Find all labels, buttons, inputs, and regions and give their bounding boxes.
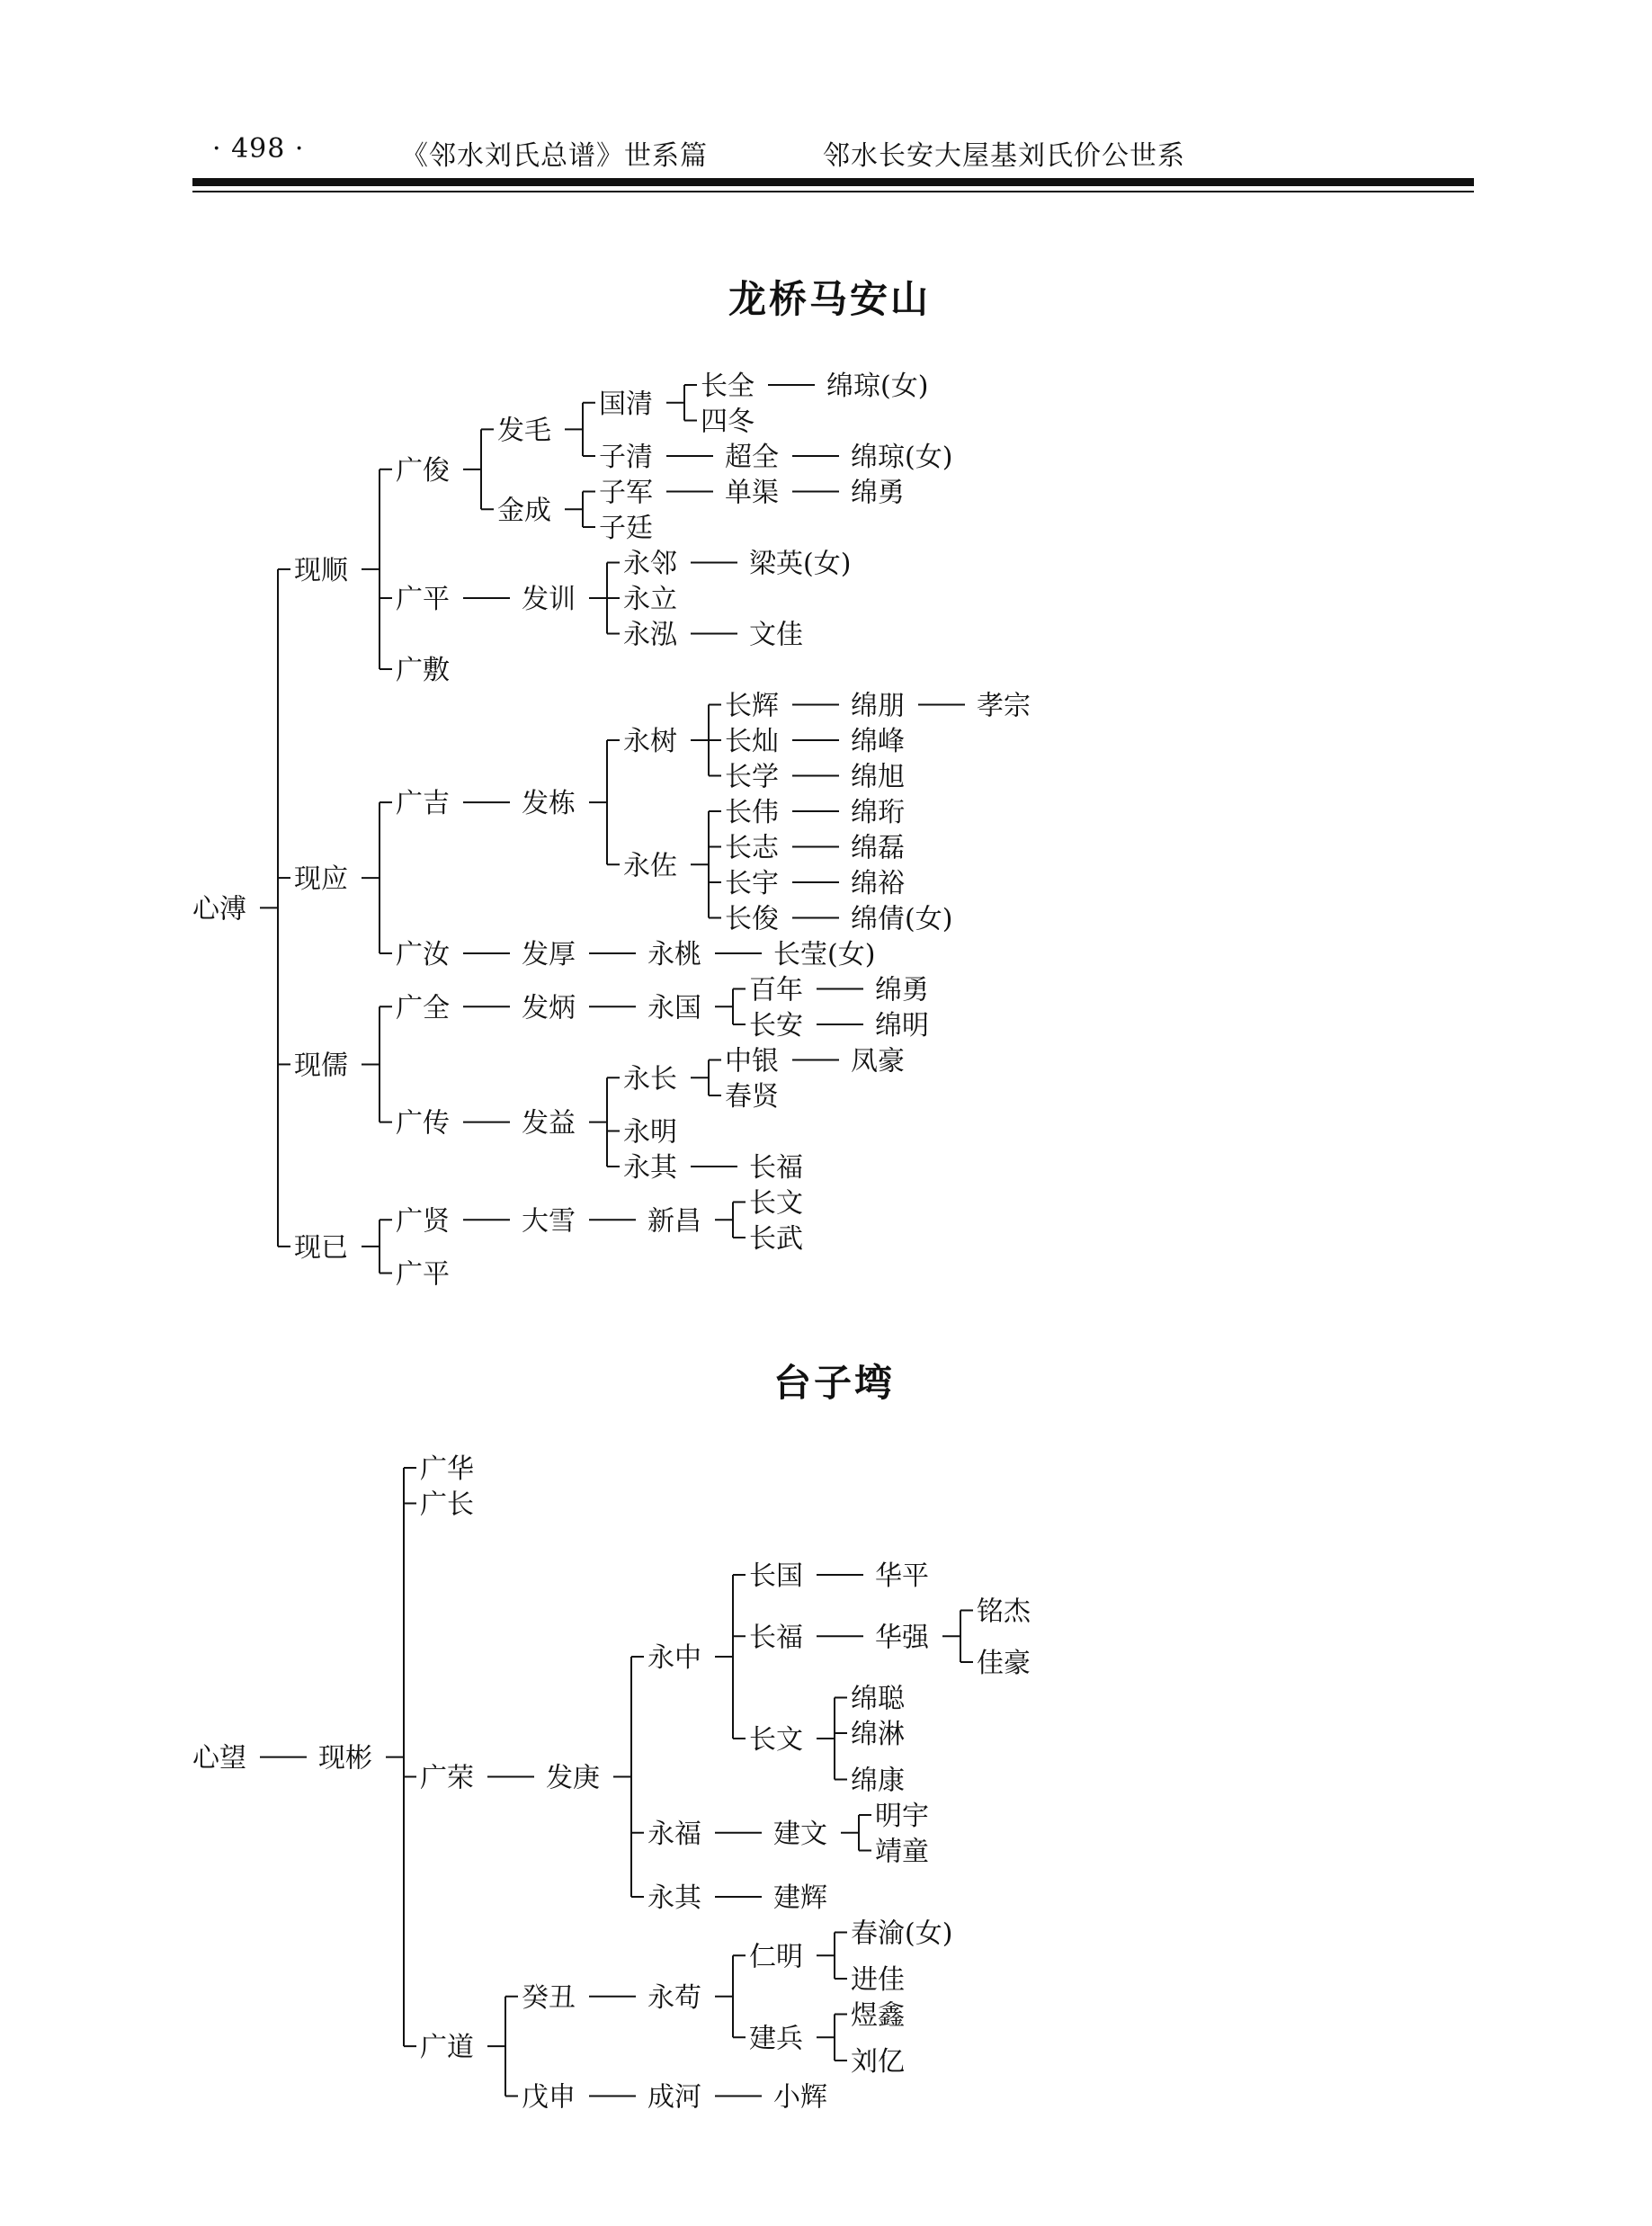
person-name: 文佳: [749, 619, 803, 651]
person-name: 现彬: [318, 1742, 372, 1775]
person-name: 绵明: [875, 1010, 929, 1041]
person-name: 小辉: [773, 2081, 827, 2114]
person-name: 绵旭: [851, 761, 905, 793]
person-name: 绵琼(女): [826, 371, 929, 402]
person-name: 建文: [773, 1818, 827, 1850]
person-name: 永邻: [623, 548, 677, 580]
person-name: 发厚: [522, 939, 576, 970]
person-name: 广平: [396, 584, 450, 615]
person-name: 凤豪: [851, 1045, 905, 1077]
person-name: 梁英(女): [749, 548, 852, 580]
person-name: 单渠: [725, 477, 779, 509]
person-name: 孝宗: [977, 690, 1031, 722]
person-name: 永其: [647, 1882, 701, 1914]
person-name: 心溥: [192, 893, 246, 925]
person-name: 华强: [875, 1622, 929, 1654]
person-name: 建辉: [773, 1882, 827, 1914]
person-name: 发训: [522, 584, 576, 615]
person-name: 广敷: [396, 655, 450, 686]
person-name: 春渝(女): [851, 1918, 953, 1950]
person-name: 子清: [599, 442, 653, 473]
header-section-title: 邻水长安大屋基刘氏价公世系: [823, 140, 1185, 172]
person-name: 绵峰: [851, 726, 905, 757]
person-name: 绵朋: [851, 690, 905, 722]
person-name: 发炳: [522, 992, 576, 1024]
person-name: 长俊: [725, 903, 779, 935]
person-name: 癸丑: [522, 1981, 576, 2014]
person-name: 百年: [749, 974, 803, 1006]
person-name: 长宇: [725, 868, 779, 899]
person-name: 永明: [623, 1116, 677, 1149]
person-name: 广荣: [420, 1762, 474, 1794]
person-name: 明宇: [875, 1801, 929, 1832]
person-name: 长学: [725, 761, 779, 793]
person-name: 绵康: [851, 1765, 905, 1797]
person-name: 绵琼(女): [851, 442, 953, 473]
person-name: 永佐: [623, 850, 677, 882]
person-name: 发栋: [522, 788, 576, 820]
person-name: 佳豪: [977, 1648, 1031, 1679]
person-name: 发益: [522, 1107, 576, 1140]
person-name: 广全: [396, 992, 450, 1024]
person-name: 永国: [647, 992, 701, 1024]
person-name: 绵聪: [851, 1683, 905, 1715]
person-name: 中银: [725, 1045, 779, 1077]
person-name: 华平: [875, 1560, 929, 1592]
person-name: 永树: [623, 726, 677, 757]
person-name: 建兵: [749, 2023, 803, 2055]
person-name: 绵裕: [851, 868, 905, 899]
person-name: 绵倩(女): [851, 903, 953, 935]
person-name: 广汝: [396, 939, 450, 970]
person-name: 子军: [599, 477, 653, 509]
person-name: 永立: [623, 584, 677, 615]
person-name: 广俊: [396, 454, 450, 487]
person-name: 长国: [749, 1560, 803, 1592]
person-name: 长文: [749, 1724, 803, 1756]
person-name: 新昌: [647, 1205, 701, 1238]
person-name: 长志: [725, 832, 779, 864]
person-name: 长莹(女): [773, 939, 876, 970]
person-name: 进佳: [851, 1964, 905, 1996]
person-name: 广传: [396, 1107, 450, 1140]
section-title-longqiao: 龙桥马安山: [728, 277, 932, 321]
person-name: 心望: [192, 1742, 246, 1775]
person-name: 永泓: [623, 619, 677, 651]
person-name: 长武: [749, 1223, 803, 1255]
person-name: 长全: [701, 371, 755, 402]
person-name: 长伟: [725, 797, 779, 828]
person-name: 现儒: [294, 1050, 348, 1082]
page-number: · 498 ·: [212, 133, 305, 165]
person-name: 广贤: [396, 1205, 450, 1238]
section-title-taiziwan: 台子塆: [773, 1361, 896, 1405]
person-name: 铭杰: [977, 1596, 1031, 1628]
person-name: 长福: [749, 1152, 803, 1184]
person-name: 广平: [396, 1258, 450, 1291]
person-name: 四冬: [701, 406, 755, 438]
person-name: 广吉: [396, 788, 450, 820]
person-name: 超全: [725, 442, 779, 473]
person-name: 刘亿: [851, 2046, 905, 2078]
person-name: 绵勇: [875, 974, 929, 1006]
person-name: 长安: [749, 1010, 803, 1041]
person-name: 成河: [647, 2081, 701, 2114]
person-name: 绵珩: [851, 797, 905, 828]
person-name: 广华: [420, 1453, 474, 1485]
person-name: 长灿: [725, 726, 779, 757]
person-name: 现已: [294, 1231, 348, 1264]
person-name: 永长: [623, 1063, 677, 1095]
person-name: 现应: [294, 863, 348, 896]
person-name: 永桃: [647, 939, 701, 970]
person-name: 子廷: [599, 513, 653, 544]
person-name: 金成: [497, 495, 551, 527]
person-name: 仁明: [749, 1941, 803, 1973]
person-name: 永其: [623, 1152, 677, 1184]
person-name: 靖童: [875, 1836, 929, 1868]
book-title: 《邻水刘氏总谱》世系篇: [401, 140, 708, 172]
person-name: 煜鑫: [851, 1999, 905, 2032]
person-name: 永苟: [647, 1981, 701, 2014]
person-name: 大雪: [522, 1205, 576, 1238]
person-name: 长福: [749, 1622, 803, 1654]
person-name: 永福: [647, 1818, 701, 1850]
person-name: 绵勇: [851, 477, 905, 509]
person-name: 广长: [420, 1488, 474, 1521]
person-name: 国清: [599, 388, 653, 420]
person-name: 绵磊: [851, 832, 905, 864]
person-name: 广道: [420, 2032, 474, 2064]
person-name: 春贤: [725, 1081, 779, 1113]
person-name: 发庚: [546, 1762, 600, 1794]
person-name: 长辉: [725, 690, 779, 722]
person-name: 发毛: [497, 415, 551, 447]
person-name: 永中: [647, 1642, 701, 1674]
person-name: 戊申: [522, 2081, 576, 2114]
person-name: 长文: [749, 1187, 803, 1220]
person-name: 现顺: [294, 554, 348, 586]
person-name: 绵淋: [851, 1719, 905, 1750]
